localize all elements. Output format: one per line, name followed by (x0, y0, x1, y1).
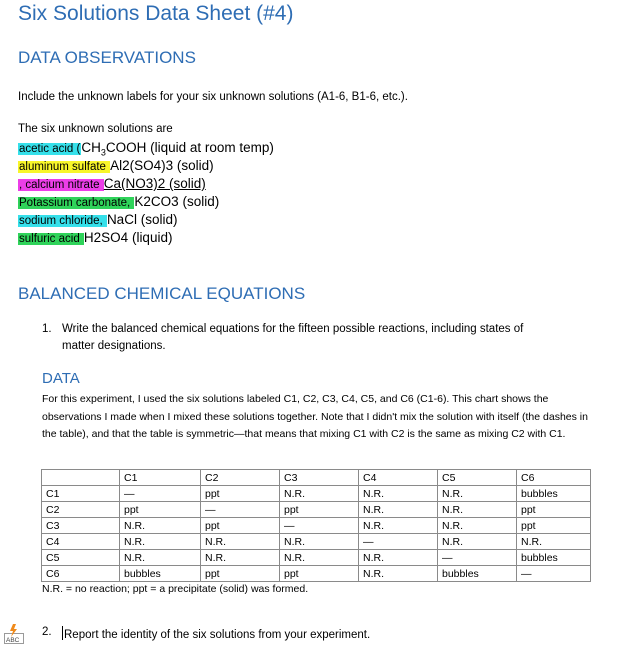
solution-formula: K2CO3 (solid) (134, 194, 220, 209)
table-row-label: C1 (42, 486, 120, 502)
solution-label (18, 215, 107, 227)
table-header-row (42, 470, 591, 486)
observations-table (41, 469, 591, 582)
table-cell: ppt (120, 502, 201, 518)
table-row (42, 486, 591, 502)
solution-name: sulfuric acid (19, 233, 83, 245)
table-row (42, 502, 591, 518)
table-cell: ppt (201, 518, 280, 534)
table-row-label: C3 (42, 518, 120, 534)
solution-formula: Al2(SO4)3 (solid) (110, 158, 214, 173)
table-cell: bubbles (120, 566, 201, 582)
table-row (42, 566, 591, 582)
table-cell: N.R. (359, 518, 438, 534)
item-2-number: 2. (42, 626, 52, 638)
table-cell: ppt (280, 566, 359, 582)
solution-label (18, 179, 104, 191)
spellcheck-icon[interactable] (4, 624, 24, 644)
table-cell: N.R. (438, 502, 517, 518)
table-cell: — (201, 502, 280, 518)
item-1-number: 1. (42, 323, 52, 335)
data-paragraph: For this experiment, I used the six solutions labeled C1, C2, C3, C4, C5, and C6 (C1-6). This chart shows the observations I made when I mixed these solutions together. Note that I didn't mix the solution with itself (the dashes in the table), and that the table is symmetric—that means that mixing C1 with C2 is the same as mixing C2 with C1. (42, 393, 588, 440)
solution-line (18, 211, 177, 230)
solution-formula: CH (81, 140, 101, 155)
solution-name: calcium nitrate (25, 179, 103, 191)
table-cell: — (280, 518, 359, 534)
table-cell: N.R. (438, 486, 517, 502)
table-cell: N.R. (120, 550, 201, 566)
table-row-label: C6 (42, 566, 120, 582)
table-cell: — (517, 566, 591, 582)
table-cell: N.R. (517, 534, 591, 550)
table-cell: ppt (280, 502, 359, 518)
table-cell: bubbles (517, 550, 591, 566)
table-footnote: N.R. = no reaction; ppt = a precipitate (solid) was formed. (42, 583, 309, 595)
data-heading: DATA (42, 370, 80, 387)
table-cell: N.R. (280, 486, 359, 502)
table-header-cell: C1 (120, 470, 201, 486)
solution-name: acetic acid ( (19, 143, 81, 155)
solution-formula: Ca(NO3)2 (solid) (103, 176, 206, 191)
table-cell: N.R. (201, 550, 280, 566)
item-2-row (62, 626, 370, 641)
table-cell: — (359, 534, 438, 550)
table-cell: N.R. (359, 566, 438, 582)
spellcheck-label: ABC (6, 637, 20, 644)
solution-line (18, 229, 172, 248)
table-cell: N.R. (359, 502, 438, 518)
solution-line (18, 157, 214, 176)
table-cell: bubbles (438, 566, 517, 582)
table-header-cell: C3 (280, 470, 359, 486)
item-1-line-1: Write the balanced chemical equations for the fifteen possible reactions, including states of (62, 323, 524, 335)
text-cursor (62, 626, 63, 640)
table-row (42, 534, 591, 550)
table-cell: N.R. (359, 550, 438, 566)
solution-label (18, 233, 84, 245)
solution-prefix: , (19, 179, 26, 191)
item-2-text[interactable]: Report the identity of the six solutions from your experiment. (64, 629, 371, 641)
table-row (42, 518, 591, 534)
table-cell: ppt (201, 486, 280, 502)
table-row-label: C2 (42, 502, 120, 518)
balanced-equations-heading: BALANCED CHEMICAL EQUATIONS (18, 284, 306, 303)
solution-line (18, 193, 219, 212)
solution-label (18, 197, 134, 209)
item-1-line-2: matter designations. (62, 340, 166, 352)
table-cell: N.R. (120, 518, 201, 534)
solution-line (18, 175, 206, 194)
solutions-intro: The six unknown solutions are (18, 123, 173, 135)
table-header-cell: C2 (201, 470, 280, 486)
table-cell: — (438, 550, 517, 566)
table-header-cell: C6 (517, 470, 591, 486)
solution-formula: NaCl (solid) (106, 212, 178, 227)
table-cell: ppt (201, 566, 280, 582)
table-cell: N.R. (438, 534, 517, 550)
table-header-cell (42, 470, 120, 486)
solution-label (18, 161, 110, 173)
solution-label (18, 143, 81, 155)
table-cell: ppt (517, 518, 591, 534)
table-cell: N.R. (438, 518, 517, 534)
solution-name: Potassium carbonate, (19, 197, 134, 209)
table-cell: N.R. (201, 534, 280, 550)
page-title: Six Solutions Data Sheet (#4) (18, 2, 294, 25)
table-cell: N.R. (280, 534, 359, 550)
formula-subscript: 3 (100, 147, 106, 158)
data-observations-heading: DATA OBSERVATIONS (18, 48, 196, 67)
table-row-label: C5 (42, 550, 120, 566)
table-row-label: C4 (42, 534, 120, 550)
table-cell: bubbles (517, 486, 591, 502)
table-cell: N.R. (280, 550, 359, 566)
solution-formula-rest: COOH (liquid at room temp) (105, 140, 274, 155)
table-cell: ppt (517, 502, 591, 518)
instruction-text: Include the unknown labels for your six unknown solutions (A1-6, B1-6, etc.). (18, 91, 408, 103)
table-cell: — (120, 486, 201, 502)
table-header-cell: C5 (438, 470, 517, 486)
table-cell: N.R. (359, 486, 438, 502)
solution-name: sodium chloride, (19, 215, 106, 227)
table-cell: N.R. (120, 534, 201, 550)
table-header-cell: C4 (359, 470, 438, 486)
solution-name: aluminum sulfate (19, 161, 110, 173)
solution-formula: H2SO4 (liquid) (83, 230, 173, 245)
table-row (42, 550, 591, 566)
